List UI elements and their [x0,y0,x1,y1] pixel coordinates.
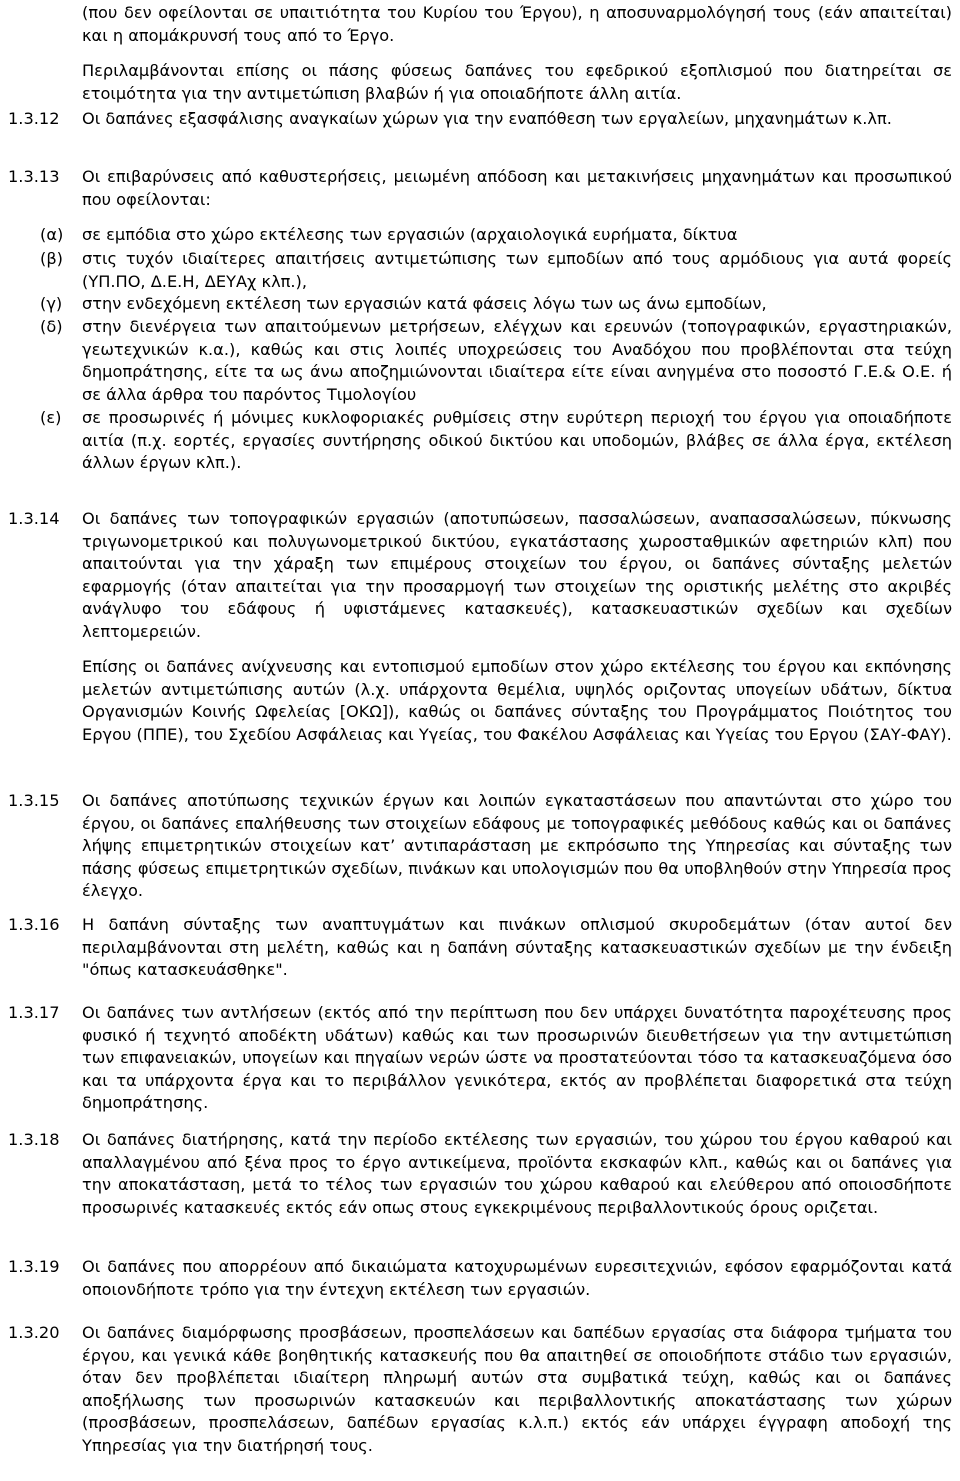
section-number: 1.3.18 [8,1130,60,1149]
paragraph-text: Επίσης οι δαπάνες ανίχνευσης και εντοπισμού εμποδίων στον χώρο εκτέλεσης του έργου και εκπόνησης μελετών αντιμετώπισης αυτών (λ.χ. υπάρχοντα θεμέλια, υψηλός οριζοντας υπογείων υδάτων, δίκτυα Οργανισμών Κοινής Ωφελείας [ΟΚΩ]), καθώς οι δαπάνες σύνταξης του Προγράμματος Ποιότητος του Εργου (ΠΠΕ), του Σχεδίου Ασφάλειας και Υγείας, του Φακέλου Ασφάλειας και Υγείας του Εργου (ΣΑΥ-ΦΑΥ). [82,657,952,744]
list-label: (β) [40,249,63,268]
section-text: Οι δαπάνες εξασφάλισης αναγκαίων χώρων για την εναπόθεση των εργαλείων, μηχανημάτων κ.λπ. [82,109,892,128]
section-text: Η δαπάνη σύνταξης των αναπτυγμάτων και πινάκων οπλισμού σκυροδεμάτων (όταν αυτοί δεν περιλαμβάνονται στη μελέτη, καθώς και η δαπάνη σύνταξης κατασκευαστικών σχεδίων με την ένδειξη "όπως κατασκευάσθηκε". [82,915,952,980]
list-text: στις τυχόν ιδιαίτερες απαιτήσεις αντιμετώπισης των εμποδίων από τους αρμόδιους για αυτά φορείς (ΥΠ.ΠΟ, Δ.Ε.Η, ΔΕΥΑχ κλπ.), [82,249,952,291]
list-label: (α) [40,225,64,244]
list-label: (δ) [40,317,63,336]
section-number: 1.3.14 [8,509,60,528]
list-text: σε προσωρινές ή μόνιμες κυκλοφοριακές ρυθμίσεις στην ευρύτερη περιοχή του έργου για οποιαδήποτε αιτία (π.χ. εορτές, εργασίες συντήρησης οδικού δικτύου και υποδομών, βλάβες σε άλλα έργα, εκτέλεση άλλων έργων κλπ.). [82,408,952,473]
list-text: σε εμπόδια στο χώρο εκτέλεσης των εργασιών (αρχαιολογικά ευρήματα, δίκτυα [82,225,738,244]
paragraph-text: Περιλαμβάνονται επίσης οι πάσης φύσεως δαπάνες του εφεδρικού εξοπλισμού που διατηρείται σε ετοιμότητα για την αντιμετώπιση βλαβών ή για οποιαδήποτε άλλη αιτία. [82,61,952,103]
section-number: 1.3.19 [8,1257,60,1276]
section-number: 1.3.16 [8,915,60,934]
section-text: Οι δαπάνες αποτύπωσης τεχνικών έργων και λοιπών εγκαταστάσεων που απαντώνται στο χώρο του έργου, οι δαπάνες επαλήθευσης των στοιχείων εδάφους με τοπογραφικές μεθόδους καθώς και οι δαπάνες λήψης επιμετρητικών στοιχείων κατ’ αντιπαράσταση με εκπρόσωπο της Υπηρεσίας και σύνταξης των πάσης φύσεως επιμετρητικών σχεδίων, πινάκων και υπολογισμών που θα υποβληθούν στην Υπηρεσία προς έλεγχο. [82,791,952,901]
section-number: 1.3.17 [8,1003,60,1022]
list-label: (ε) [40,408,62,427]
section-text: Οι επιβαρύνσεις από καθυστερήσεις, μειωμένη απόδοση και μετακινήσεις μηχανημάτων και προσωπικού που οφείλονται: [82,167,952,209]
paragraph-text: (που δεν οφείλονται σε υπαιτιότητα του Κυρίου του Έργου), η αποσυναρμολόγησή τους (εάν απαιτείται) και η απομάκρυνσή τους από το Έργο. [82,3,952,45]
list-text: στην ενδεχόμενη εκτέλεση των εργασιών κατά φάσεις λόγω των ως άνω εμποδίων, [82,294,767,313]
list-text: στην διενέργεια των απαιτούμενων μετρήσεων, ελέγχων και ερευνών (τοπογραφικών, εργαστηριακών, γεωτεχνικών κ.α.), καθώς και στις λοιπές υποχρεώσεις του Αναδόχου που προβλέπονται στα τεύχη δημοπράτησης, είτε τα ως άνω αποζημιώνονται ιδιαίτερα είτε είναι ανηγμένα στο ποσοστό Γ.Ε.& Ο.Ε. ή σε άλλα άρθρα του παρόντος Τιμολογίου [82,317,952,404]
section-text: Οι δαπάνες των τοπογραφικών εργασιών (αποτυπώσεων, πασσαλώσεων, αναπασσαλώσεων, πύκνωσης τριγωνομετρικού και πολυγωνομετρικού δικτύου, εγκατάστασης χωροσταθμικών αφετηριών κλπ) που απαιτούνται για την χάραξη των επιμέρους στοιχείων του έργου, οι δαπάνες σύνταξης μελετών εφαρμογής (όταν απαιτείται για την προσαρμογή των στοιχείων της οριστικής μελέτης στο ακριβές ανάγλυφο του εδάφους ή υφιστάμενες κατασκευές), κατασκευαστικών σχεδίων και σχεδίων λεπτομερειών. [82,509,952,641]
section-text: Οι δαπάνες που απορρέουν από δικαιώματα κατοχυρωμένων ευρεσιτεχνιών, εφόσον εφαρμόζονται κατά οποιονδήποτε τρόπο για την έντεχνη εκτέλεση των εργασιών. [82,1257,952,1299]
section-number: 1.3.12 [8,109,60,128]
list-label: (γ) [40,294,63,313]
section-number: 1.3.15 [8,791,60,810]
section-text: Οι δαπάνες διατήρησης, κατά την περίοδο εκτέλεσης των εργασιών, του χώρου του έργου καθαρού και απαλλαγμένου από ξένα προς το έργο αντικείμενα, προϊόντα εκσκαφών κλπ., καθώς και οι δαπάνες για την αποκατάσταση, μετά το τέλος των εργασιών του χώρου καθαρού και ελεύθερου από οποιοσδήποτε προσωρινές κατασκευές εκτός εάν οπως στους εγκεκριμένους περιβαλλοντικούς όρους οριζεται. [82,1130,952,1217]
section-number: 1.3.13 [8,167,60,186]
section-text: Οι δαπάνες των αντλήσεων (εκτός από την περίπτωση που δεν υπάρχει δυνατότητα παροχέτευσης προς φυσικό ή τεχνητό αποδέκτη υδάτων) καθώς και των προσωρινών διευθετήσεων για την αντιμετώπιση των επιφανειακών, υπογείων και πηγαίων νερών ώστε να προστατεύονται τόσο τα κατασκευαζόμενα όσο και τα υπάρχοντα έργα και το περιβάλλον γενικότερα, εκτός αν προβλέπεται διαφορετικά στα τεύχη δημοπράτησης. [82,1003,952,1113]
section-text: Οι δαπάνες διαμόρφωσης προσβάσεων, προσπελάσεων και δαπέδων εργασίας στα διάφορα τμήματα του έργου, και γενικά κάθε βοηθητικής κατασκευής που θα απαιτηθεί σε οποιοδήποτε στάδιο των εργασιών, όταν δεν προβλέπεται ιδιαίτερη πληρωμή αυτών στα συμβατικά τεύχη, καθώς και οι δαπάνες αποξήλωσης των προσωρινών κατασκευών και περιβαλλοντικής αποκατάστασης των χώρων (προσβάσεων, προσπελάσεων, δαπέδων εργασίας κ.λ.π.) εκτός εάν υπάρχει έγγραφη αποδοχή της Υπηρεσίας για την διατήρησή τους. [82,1323,952,1455]
section-number: 1.3.20 [8,1323,60,1342]
